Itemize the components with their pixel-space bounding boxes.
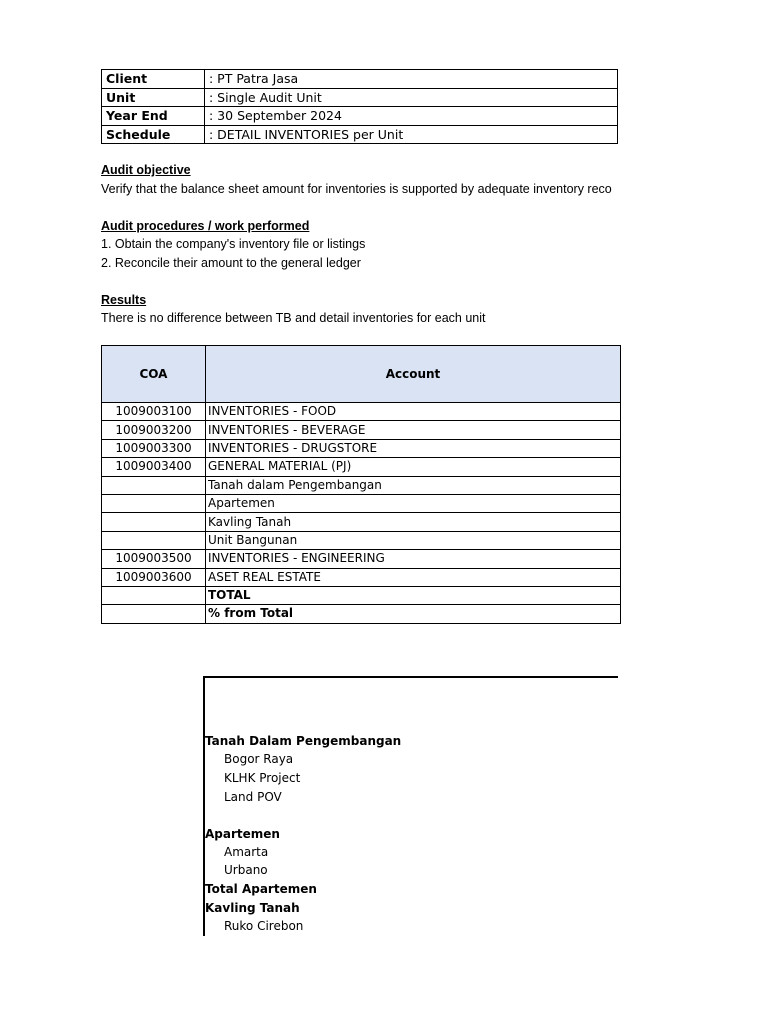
- audit-objective-text: Verify that the balance sheet amount for inventories is supported by adequate inventory reco: [101, 182, 612, 196]
- percent-label: % from Total: [206, 605, 621, 623]
- account-column-header: Account: [206, 346, 621, 403]
- info-row-schedule: [102, 125, 618, 144]
- coa-cell: 1009003100: [102, 403, 206, 421]
- results-heading: Results: [101, 293, 147, 307]
- account-cell: Tanah dalam Pengembangan: [206, 476, 621, 494]
- apartemen-total: Total Apartemen: [205, 882, 317, 896]
- coa-header-row: [102, 346, 621, 403]
- coa-cell: [102, 513, 206, 531]
- info-table: [101, 69, 618, 144]
- info-row-year-end: [102, 107, 618, 126]
- info-label: Unit: [102, 88, 205, 107]
- coa-cell: 1009003500: [102, 550, 206, 568]
- coa-cell: 1009003600: [102, 568, 206, 586]
- procedure-item: 1. Obtain the company's inventory file or listings: [101, 237, 366, 251]
- coa-cell: 1009003300: [102, 439, 206, 457]
- info-label: Schedule: [102, 125, 205, 144]
- apartemen-heading: Apartemen: [205, 827, 280, 841]
- coa-table: [101, 345, 621, 624]
- list-item: Urbano: [224, 863, 268, 877]
- info-value: : PT Patra Jasa: [205, 70, 618, 89]
- table-row: [102, 531, 621, 549]
- coa-cell: [102, 586, 206, 604]
- results-text: There is no difference between TB and detail inventories for each unit: [101, 311, 486, 325]
- info-value: : DETAIL INVENTORIES per Unit: [205, 125, 618, 144]
- account-cell: GENERAL MATERIAL (PJ): [206, 458, 621, 476]
- audit-objective-heading: Audit objective: [101, 163, 191, 177]
- list-item: Land POV: [224, 790, 282, 804]
- procedures-heading: Audit procedures / work performed: [101, 219, 310, 233]
- account-cell: Apartemen: [206, 494, 621, 512]
- table-row: [102, 550, 621, 568]
- account-cell: ASET REAL ESTATE: [206, 568, 621, 586]
- table-row: [102, 458, 621, 476]
- table-row: [102, 421, 621, 439]
- table-row: [102, 476, 621, 494]
- coa-cell: [102, 494, 206, 512]
- account-cell: INVENTORIES - FOOD: [206, 403, 621, 421]
- table-row: [102, 568, 621, 586]
- info-row-client: [102, 70, 618, 89]
- account-cell: Unit Bangunan: [206, 531, 621, 549]
- info-label: Client: [102, 70, 205, 89]
- list-item: Amarta: [224, 845, 269, 859]
- total-label: TOTAL: [206, 586, 621, 604]
- coa-cell: [102, 531, 206, 549]
- table-row: [102, 494, 621, 512]
- table-row: [102, 403, 621, 421]
- coa-column-header: COA: [102, 346, 206, 403]
- coa-cell: [102, 605, 206, 623]
- coa-cell: 1009003400: [102, 458, 206, 476]
- account-cell: Kavling Tanah: [206, 513, 621, 531]
- kavling-heading: Kavling Tanah: [205, 901, 300, 915]
- account-cell: INVENTORIES - DRUGSTORE: [206, 439, 621, 457]
- detail-frame-left-border: [203, 676, 205, 936]
- list-item: KLHK Project: [224, 771, 301, 785]
- table-row: [102, 439, 621, 457]
- coa-cell: [102, 476, 206, 494]
- info-row-unit: [102, 88, 618, 107]
- info-label: Year End: [102, 107, 205, 126]
- info-value: : Single Audit Unit: [205, 88, 618, 107]
- info-value: : 30 September 2024: [205, 107, 618, 126]
- table-row: [102, 513, 621, 531]
- procedure-item: 2. Reconcile their amount to the general ledger: [101, 256, 361, 270]
- coa-cell: 1009003200: [102, 421, 206, 439]
- list-item: Ruko Cirebon: [224, 919, 304, 933]
- list-item: Bogor Raya: [224, 752, 294, 766]
- detail-frame-top-border: [203, 676, 618, 678]
- account-cell: INVENTORIES - ENGINEERING: [206, 550, 621, 568]
- account-cell: INVENTORIES - BEVERAGE: [206, 421, 621, 439]
- percent-row: [102, 605, 621, 623]
- total-row: [102, 586, 621, 604]
- tanah-heading: Tanah Dalam Pengembangan: [205, 734, 402, 748]
